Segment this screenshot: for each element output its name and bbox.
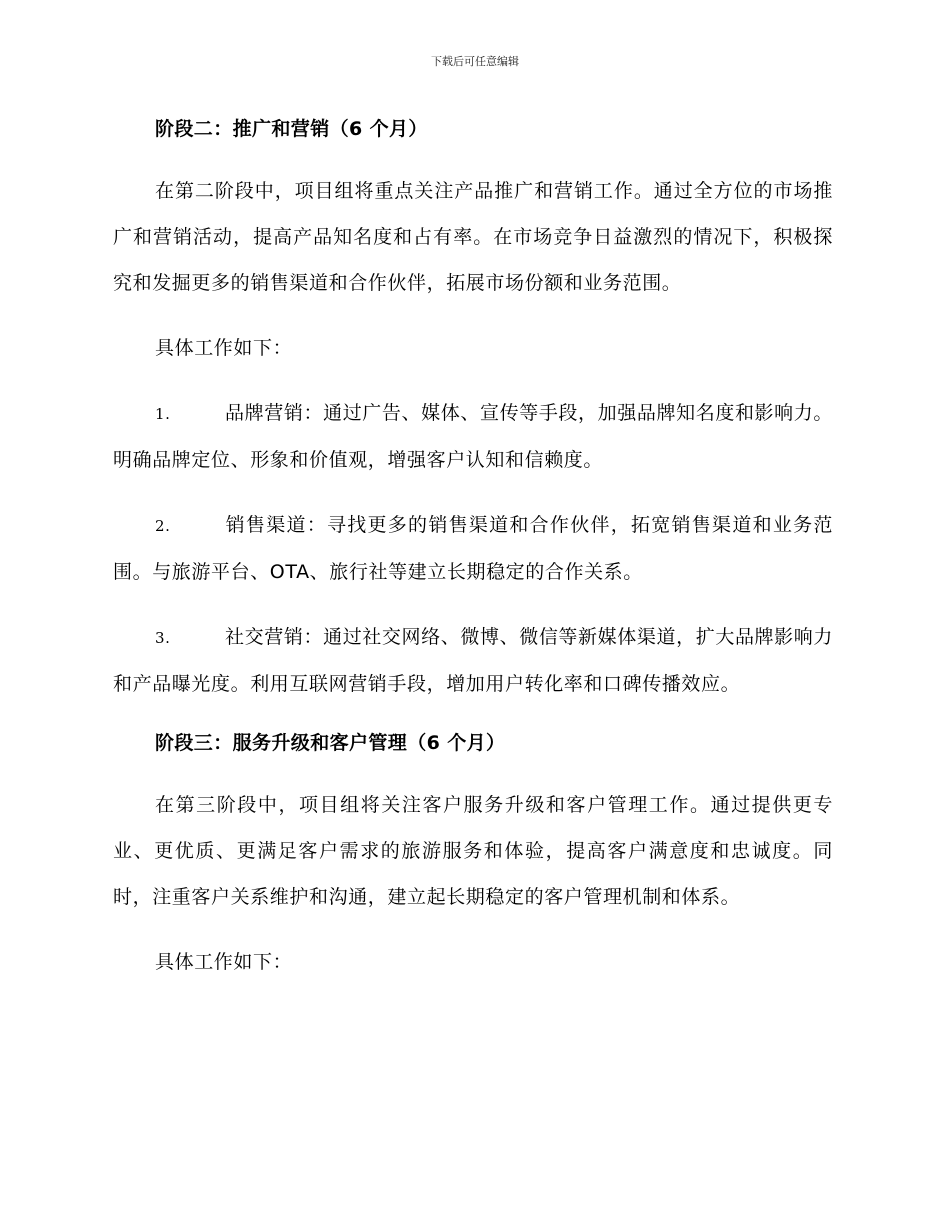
section-heading-stage-three: 阶段三：服务升级和客户管理（6 个月） (155, 732, 506, 754)
section-heading-stage-two: 阶段二：推广和营销（6 个月） (155, 118, 428, 140)
list-item-text: 社交营销：通过社交网络、微博、微信等新媒体渠道，扩大品牌影响力和产品曝光度。利用互联网营销手段，增加用户转化率和口碑传播效应。 (113, 626, 833, 695)
list-item-number: 3. (155, 629, 171, 647)
list-item-text: 品牌营销：通过广告、媒体、宣传等手段，加强品牌知名度和影响力。明确品牌定位、形象和价值观，增强客户认知和信赖度。 (113, 402, 833, 471)
list-item-number: 1. (155, 405, 171, 423)
document-body (113, 112, 833, 1004)
section-paragraph-stage-two: 在第二阶段中，项目组将重点关注产品推广和营销工作。通过全方位的市场推广和营销活动，提高产品知名度和占有率。在市场竞争日益激烈的情况下，积极探究和发掘更多的销售渠道和合作伙伴，拓展市场份额和业务范围。 (113, 180, 833, 294)
list-item-number: 2. (155, 517, 171, 535)
section-paragraph-stage-three: 在第三阶段中，项目组将关注客户服务升级和客户管理工作。通过提供更专业、更优质、更满足客户需求的旅游服务和体验，提高客户满意度和忠诚度。同时，注重客户关系维护和沟通，建立起长期稳定的客户管理机制和体系。 (113, 794, 833, 908)
list-item (113, 614, 833, 707)
list-item (113, 390, 833, 483)
list-item-text: 销售渠道：寻找更多的销售渠道和合作伙伴，拓宽销售渠道和业务范围。与旅游平台、OTA、旅行社等建立长期稳定的合作关系。 (113, 514, 833, 583)
section-intro-stage-three: 具体工作如下： (155, 951, 293, 973)
list-item (113, 502, 833, 595)
section-intro-stage-two: 具体工作如下： (155, 337, 293, 359)
header-note: 下载后可任意编辑 (431, 55, 519, 68)
